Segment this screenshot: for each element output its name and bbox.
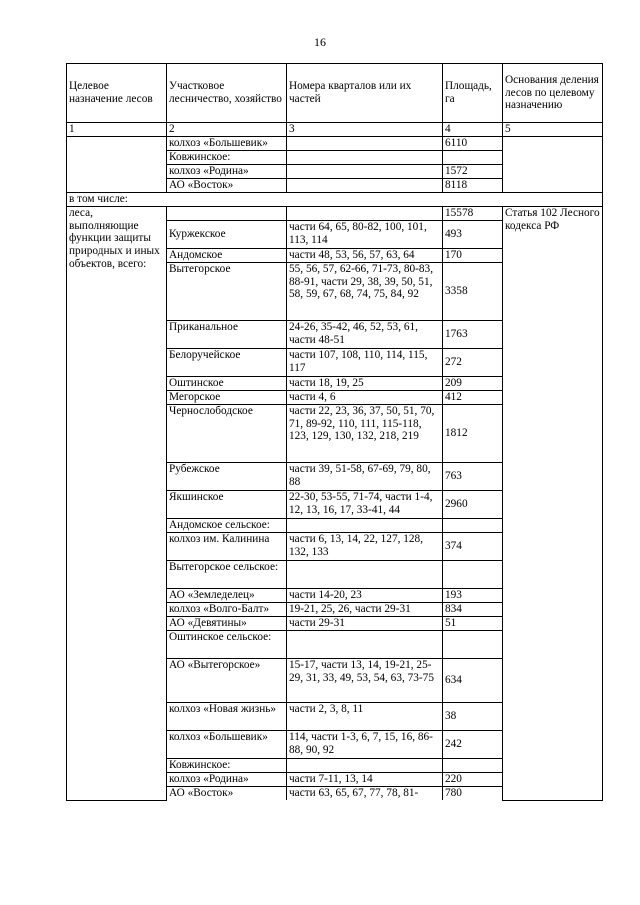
area-cell: 51	[443, 616, 503, 630]
unit-cell: АО «Восток»	[167, 178, 287, 192]
unit-cell: АО «Вытегорское»	[167, 658, 287, 702]
unit-cell: колхоз «Волго-Балт»	[167, 602, 287, 616]
area-cell: 1812	[443, 404, 503, 462]
header-quarters: Номера кварталов или их частей	[287, 64, 443, 123]
unit-cell: колхоз «Родина»	[167, 164, 287, 178]
area-cell: 8118	[443, 178, 503, 192]
group-label: Вытегорское сельское:	[167, 560, 287, 588]
quarters-cell: части 107, 108, 110, 114, 115, 117	[287, 348, 443, 376]
quarters-cell	[287, 560, 443, 588]
subsection-spacer	[167, 192, 287, 206]
unit-cell: Рубежское	[167, 462, 287, 490]
area-cell: 834	[443, 602, 503, 616]
unit-cell: Белоручейское	[167, 348, 287, 376]
area-cell: 209	[443, 376, 503, 390]
col-number: 2	[167, 123, 287, 137]
unit-cell: Оштинское	[167, 376, 287, 390]
quarters-cell: части 63, 65, 67, 77, 78, 81-	[287, 786, 443, 800]
quarters-cell	[287, 206, 443, 220]
area-cell: 763	[443, 462, 503, 490]
quarters-cell: 19-21, 25, 26, части 29-31	[287, 602, 443, 616]
quarters-cell	[287, 150, 443, 164]
unit-cell: колхоз им. Калинина	[167, 532, 287, 560]
total-row	[67, 206, 603, 220]
col-number: 3	[287, 123, 443, 137]
unit-cell: колхоз «Большевик»	[167, 730, 287, 758]
quarters-cell: части 48, 53, 56, 57, 63, 64	[287, 248, 443, 262]
unit-cell: Чернослободское	[167, 404, 287, 462]
header-area: Площадь, га	[443, 64, 503, 123]
quarters-cell: части 4, 6	[287, 390, 443, 404]
unit-cell: Вытегорское	[167, 262, 287, 320]
col-number: 1	[67, 123, 167, 137]
subsection-spacer	[443, 192, 503, 206]
area-cell: 1572	[443, 164, 503, 178]
quarters-cell: части 2, 3, 8, 11	[287, 702, 443, 730]
subsection-row	[67, 192, 603, 206]
area-cell: 3358	[443, 262, 503, 320]
unit-cell: Якшинское	[167, 490, 287, 518]
area-cell: 6110	[443, 136, 503, 150]
quarters-cell: части 18, 19, 25	[287, 376, 443, 390]
quarters-cell: части 6, 13, 14, 22, 127, 128, 132, 133	[287, 532, 443, 560]
quarters-cell: 24-26, 35-42, 46, 52, 53, 61, части 48-51	[287, 320, 443, 348]
basis-cell: Статья 102 Лесного кодекса РФ	[503, 206, 603, 800]
header-unit: Участковое лесничество, хозяйство	[167, 64, 287, 123]
area-cell: 780	[443, 786, 503, 800]
group-label: Ковжинское:	[167, 758, 287, 772]
quarters-cell	[287, 630, 443, 658]
area-cell: 374	[443, 532, 503, 560]
basis-cell-empty	[503, 136, 603, 192]
subsection-label: в том числе:	[67, 192, 167, 206]
quarters-cell: части 39, 51-58, 67-69, 79, 80, 88	[287, 462, 443, 490]
unit-cell: Куржекское	[167, 220, 287, 248]
unit-cell: АО «Восток»	[167, 786, 287, 800]
unit-cell: АО «Девятины»	[167, 616, 287, 630]
group-label: Оштинское сельское:	[167, 630, 287, 658]
area-cell: 220	[443, 772, 503, 786]
area-cell: 634	[443, 658, 503, 702]
quarters-cell: части 7-11, 13, 14	[287, 772, 443, 786]
unit-cell	[167, 206, 287, 220]
area-cell: 2960	[443, 490, 503, 518]
purpose-cell: леса, выполняющие функции защиты природных и иных объектов, всего:	[67, 206, 167, 800]
unit-cell: Приканальное	[167, 320, 287, 348]
area-cell	[443, 150, 503, 164]
area-cell	[443, 630, 503, 658]
quarters-cell	[287, 178, 443, 192]
area-cell	[443, 518, 503, 532]
quarters-cell	[287, 136, 443, 150]
page-number: 16	[314, 35, 326, 49]
quarters-cell	[287, 518, 443, 532]
area-cell: 193	[443, 588, 503, 602]
quarters-cell: части 29-31	[287, 616, 443, 630]
table-row	[67, 136, 603, 150]
quarters-cell: 114, части 1-3, 6, 7, 15, 16, 86-88, 90, 92	[287, 730, 443, 758]
quarters-cell: части 22, 23, 36, 37, 50, 51, 70, 71, 89-92, 110, 111, 115-118, 123, 129, 130, 132, 218, 219	[287, 404, 443, 462]
unit-cell: колхоз «Новая жизнь»	[167, 702, 287, 730]
quarters-cell: 55, 56, 57, 62-66, 71-73, 80-83, 88-91, части 29, 38, 39, 50, 51, 58, 59, 67, 68, 74, 75, 84, 92	[287, 262, 443, 320]
col-number: 4	[443, 123, 503, 137]
area-cell: 170	[443, 248, 503, 262]
area-cell: 272	[443, 348, 503, 376]
area-cell: 493	[443, 220, 503, 248]
subsection-spacer	[287, 192, 443, 206]
group-label: Андомское сельское:	[167, 518, 287, 532]
quarters-cell	[287, 164, 443, 178]
column-number-row	[67, 123, 603, 137]
quarters-cell: части 64, 65, 80-82, 100, 101, 113, 114	[287, 220, 443, 248]
unit-cell: колхоз «Большевик»	[167, 136, 287, 150]
area-cell: 412	[443, 390, 503, 404]
total-area-cell: 15578	[443, 206, 503, 220]
col-number: 5	[503, 123, 603, 137]
area-cell	[443, 758, 503, 772]
quarters-cell	[287, 758, 443, 772]
purpose-cell-empty	[67, 136, 167, 192]
subsection-spacer	[503, 192, 603, 206]
header-basis: Основания деления лесов по целевому назначению	[503, 64, 603, 123]
unit-cell: АО «Земледелец»	[167, 588, 287, 602]
unit-cell: Мегорское	[167, 390, 287, 404]
area-cell: 242	[443, 730, 503, 758]
table-header-row	[67, 64, 603, 123]
area-cell	[443, 560, 503, 588]
quarters-cell: 22-30, 53-55, 71-74, части 1-4, 12, 13, 16, 17, 33-41, 44	[287, 490, 443, 518]
unit-cell: Ковжинское:	[167, 150, 287, 164]
unit-cell: Андомское	[167, 248, 287, 262]
area-cell: 38	[443, 702, 503, 730]
quarters-cell: 15-17, части 13, 14, 19-21, 25-29, 31, 33, 49, 53, 54, 63, 73-75	[287, 658, 443, 702]
area-cell: 1763	[443, 320, 503, 348]
forest-purpose-table	[66, 63, 603, 801]
unit-cell: колхоз «Родина»	[167, 772, 287, 786]
quarters-cell: части 14-20, 23	[287, 588, 443, 602]
header-purpose: Целевое назначение лесов	[67, 64, 167, 123]
